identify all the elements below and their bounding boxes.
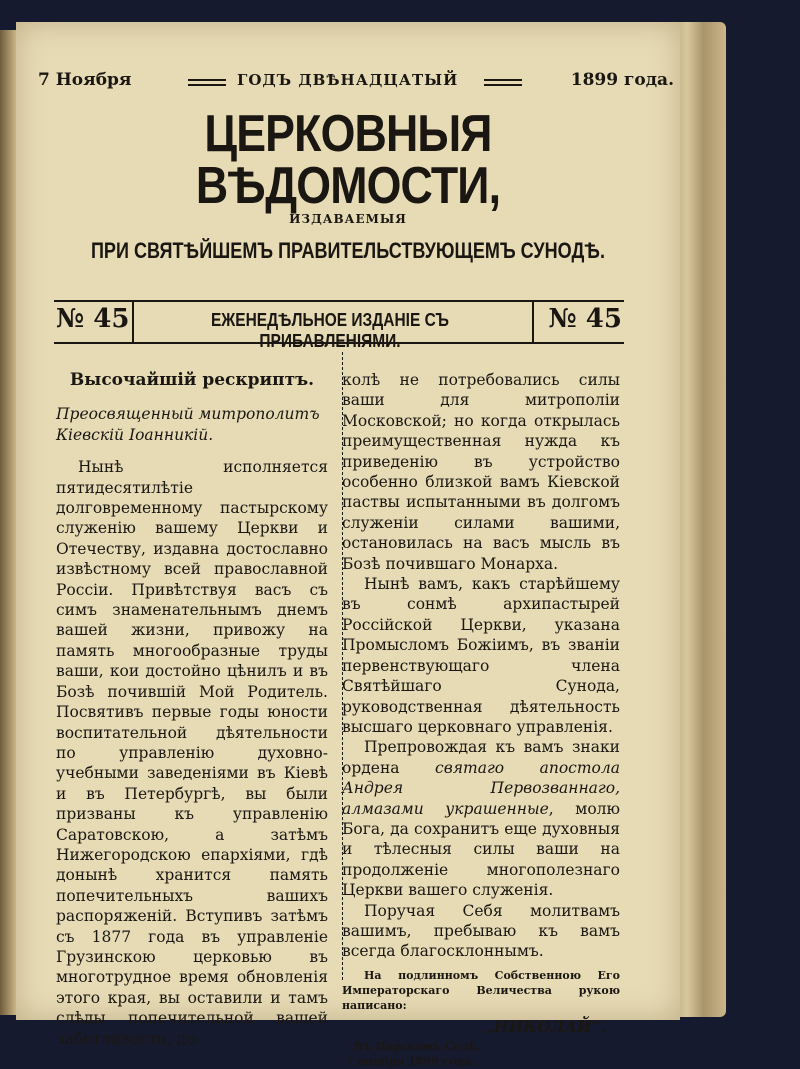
issue-number-right: № 45: [548, 304, 622, 334]
rescript-address: Преосвященный митрополитъ Кіевскій Іоанникій.: [56, 405, 320, 444]
issue-band: [54, 300, 624, 351]
subtitle-main: ПРИ СВЯТѢЙШЕМЪ ПРАВИТЕЛЬСТВУЮЩЕМЪ СУНОДѢ.: [90, 238, 606, 263]
left-column: [56, 370, 328, 1049]
band-separator-left: [132, 302, 134, 342]
autograph-note: На подлинномъ Собственною Его Императорскаго Величества рукою написано:: [342, 968, 620, 1012]
imperial-signature: „НИКОЛАЙ“.: [484, 1016, 606, 1036]
rescript-paragraph: Нынѣ исполняется пятидесятилѣтіе долговременному пастырскому служенію вашему Церкви и Отечеству, издавна достославно извѣстному всей православной Россіи. Привѣтствуя васъ съ симъ знаменательнымъ днемъ вашей жизни, привожу на память многообразные труды ваши, кои достойно цѣнилъ и въ Бозѣ почившій Мой Родитель. Посвятивъ первые годы юности воспитательной дѣятельности по управленію духовно-учебными заведеніями въ Кіевѣ и въ Петербургѣ, вы были призваны къ управленію Саратовскою, а затѣмъ Нижегородскою епархіями, гдѣ донынѣ хранится память попечительныхъ вашихъ распоряженій. Вступивъ затѣмъ съ 1877 года въ управленіе Грузинскою церковью въ многотрудное время обновленія этого края, вы оставили и тамъ слѣды попечительной вашей заботливости, до-: [56, 458, 328, 1048]
signing-date: 7 ноября 1899 года.: [346, 1055, 475, 1069]
issue-date: 7 Ноября: [38, 70, 132, 90]
issue-number-left: № 45: [56, 304, 130, 334]
order-name: святаго апостола Андрея Первозваннаго, алмазами украшенные: [342, 758, 620, 818]
edition-label: ЕЖЕНЕДѢЛЬНОЕ ИЗДАНІЕ СЪ ПРИБАВЛЕНІЯМИ.: [210, 310, 450, 351]
year-label: ГОДЪ ДВѢНАДЦАТЫЙ: [237, 71, 459, 89]
double-rule-right: [484, 79, 522, 86]
rescript-paragraph-2: Нынѣ вамъ, какъ старѣйшему въ сонмѣ архипастырей Россійской Церкви, указана Промысломъ Божіимъ, въ званіи первенствующаго члена Святѣйшаго Сунода, руководственная дѣятельность высшаго церковнаго управленія.: [342, 575, 620, 736]
book-left-edge: [0, 30, 16, 1015]
subtitle-small: ИЗДАВАЕМЫЯ: [289, 212, 407, 226]
double-rule-left: [188, 79, 226, 86]
right-column: [342, 370, 620, 1069]
newspaper-title: ЦЕРКОВНЫЯ ВѢДОМОСТИ,: [195, 105, 501, 215]
signing-place: Въ Царскомъ Селѣ.: [354, 1040, 480, 1054]
p3-start: Препровождая къ вамъ знаки ордена: [342, 738, 620, 777]
rescript-paragraph-4: Поручая Себя молитвамъ вашимъ, пребываю къ вамъ всегда благосклоннымъ.: [342, 901, 620, 961]
p3-end: , молю Бога, да сохранитъ еще духовныя и тѣлесныя силы ваши на продолженіе многополезнаго Церкви вашего служенія.: [342, 799, 620, 900]
newspaper-page: [16, 22, 680, 1069]
rescript-heading: Высочайшій рескриптъ.: [69, 370, 315, 390]
rescript-paragraph-3: [342, 737, 620, 900]
masthead-topline: [38, 70, 674, 94]
issue-year: 1899 года.: [570, 70, 674, 90]
rescript-continuation: колѣ не потребовались силы ваши для митрополіи Московской; но когда открылась преимущественная нужда къ приведенію въ устройство особенно близкой вамъ Кіевской паствы испытанными въ долгомъ служеніи силами вашими, остановилась на васъ мысль въ Бозѣ почившаго Монарха.: [342, 371, 620, 573]
band-separator-right: [532, 302, 534, 342]
